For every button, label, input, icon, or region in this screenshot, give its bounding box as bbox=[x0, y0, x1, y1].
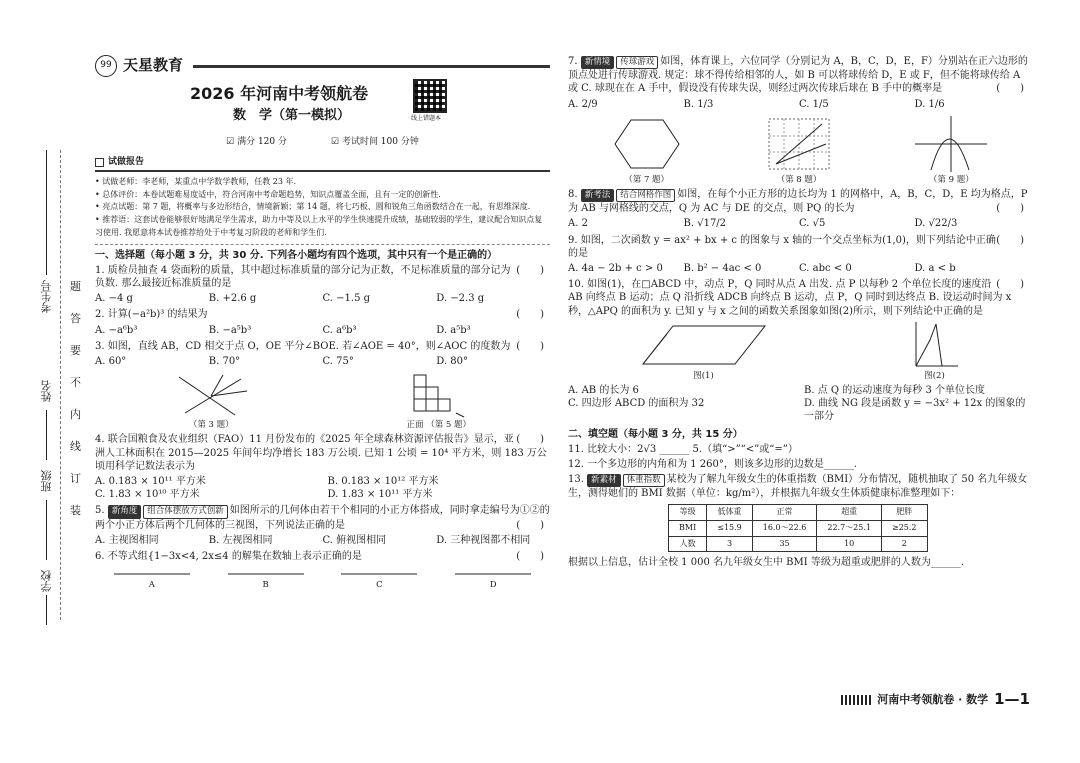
brand-logo: 99 bbox=[95, 55, 117, 77]
check-icon: ☑ 考试时间 100 分钟 bbox=[331, 137, 419, 147]
question-text: 如图所示的几何体由若干个相同的小正方体搭成，同时拿走编号为①②的两个小正方体后两个几何体的三视图，下列说法正确的是 bbox=[95, 505, 550, 531]
options-2 bbox=[95, 324, 550, 337]
cut-char: 装 bbox=[70, 504, 81, 517]
option[interactable]: B. 0.183 × 10¹² 平方米 bbox=[327, 476, 439, 488]
table-cell: 超重 bbox=[817, 505, 882, 521]
page-number: 1—1 bbox=[994, 690, 1030, 708]
report-body bbox=[95, 176, 550, 245]
option[interactable]: D. 三种视图都不相同 bbox=[436, 534, 531, 546]
question-10 bbox=[568, 278, 1030, 318]
cut-char: 答 bbox=[70, 312, 81, 325]
option[interactable]: C. a⁶b³ bbox=[322, 324, 357, 336]
figure-10-1 bbox=[639, 320, 769, 382]
figure-10-2 bbox=[910, 320, 960, 382]
cut-char: 内 bbox=[70, 408, 81, 421]
answer-paren[interactable]: ( ) bbox=[996, 83, 1024, 95]
candidate-no-line bbox=[46, 150, 47, 275]
cut-char: 题 bbox=[70, 280, 81, 293]
question-1 bbox=[95, 264, 550, 290]
question-7: 7. 新情境 传球游戏 如图，体育课上，六位同学（分别记为 A，B，C，D，E，F）分别站在正六边形的顶点处进行传球游戏. 规定：球不得传给相邻的人，如 B 可以将球传给 D，E 或 F，但不能将球传给 A 或 C. 球现在在 A 手中，假设没有传球失误，则经过两次传球后球在 B 手中的概率是 ( ) bbox=[568, 56, 1028, 95]
section-fill-heading: 二、填空题（每小题 3 分，共 15 分） bbox=[568, 428, 743, 440]
option[interactable]: A. 2 bbox=[568, 218, 588, 230]
figure-9 bbox=[911, 114, 991, 186]
figure-caption: （第 8 题） bbox=[776, 174, 822, 185]
answer-paren[interactable]: ( ) bbox=[516, 309, 544, 321]
table-cell: 2 bbox=[882, 536, 928, 552]
table-cell: 3 bbox=[707, 536, 753, 552]
question-13-tail[interactable]: 根据以上信息，估计全校 1 000 名九年级女生中 BMI 等级为超重或肥胖的人数为______. bbox=[568, 557, 965, 569]
qr-code-icon[interactable] bbox=[413, 79, 447, 113]
brand-bar bbox=[95, 55, 550, 77]
table-cell: 10 bbox=[817, 536, 882, 552]
question-11[interactable]: 11. 比较大小：2√3 ______ 5.（填“>”“<”或“=”） bbox=[568, 443, 798, 455]
number-line-icon bbox=[112, 565, 192, 579]
figure-3 bbox=[171, 371, 251, 431]
candidate-no-label: 考生号 bbox=[40, 280, 53, 313]
option[interactable]: C. abc < 0 bbox=[799, 262, 852, 274]
option[interactable]: A. −4 g bbox=[95, 293, 133, 305]
exam-time: 考试时间 100 分钟 bbox=[341, 137, 419, 147]
table-cell: 肥胖 bbox=[882, 505, 928, 521]
option[interactable]: D. 曲线 NG 段是函数 y = −3x² + 12x 的图象的一部分 bbox=[804, 398, 1026, 423]
option[interactable]: A. 2/9 bbox=[568, 98, 598, 110]
answer-paren[interactable]: ( ) bbox=[516, 340, 544, 352]
option[interactable]: A. AB 的长为 6 bbox=[568, 384, 639, 396]
option[interactable]: D. a < b bbox=[914, 262, 956, 274]
figure-caption: （第 3 题） bbox=[188, 420, 234, 431]
question-tag: 传球游戏 bbox=[616, 56, 658, 69]
answer-paren[interactable]: ( ) bbox=[996, 234, 1024, 246]
question-13: 13. 新素材 体重指数 某校为了解九年级女生的体重指数（BMI）分布情况，随机抽取了 50 名九年级女生，测得她们的 BMI 数据（单位：kg/m²），并根据九年级女生体质健康标准整理如下： bbox=[568, 474, 1028, 500]
option[interactable]: B. +2.6 g bbox=[208, 293, 257, 305]
option[interactable]: B. b² − 4ac < 0 bbox=[683, 262, 762, 274]
question-tag: 结合网格作图 bbox=[616, 189, 675, 202]
table-cell: 16.0～22.6 bbox=[752, 521, 817, 537]
name-label: 姓名 bbox=[40, 380, 53, 402]
options-5 bbox=[95, 534, 550, 547]
table-cell: 35 bbox=[752, 536, 817, 552]
options-8 bbox=[568, 217, 1030, 230]
option[interactable]: D. a⁵b³ bbox=[436, 324, 471, 336]
report-icon bbox=[95, 158, 104, 167]
figure-5 bbox=[404, 371, 474, 431]
report-title: 试做报告 bbox=[108, 156, 145, 167]
option[interactable]: C. 四边形 ABCD 的面积为 32 bbox=[568, 398, 705, 410]
question-9 bbox=[568, 234, 1030, 260]
option[interactable]: A. 0.183 × 10¹¹ 平方米 bbox=[95, 476, 206, 488]
answer-paren[interactable]: ( ) bbox=[516, 264, 544, 276]
function-graph-diagram bbox=[910, 320, 960, 370]
cut-char: 订 bbox=[70, 472, 81, 485]
table-cell: 低体重 bbox=[707, 505, 753, 521]
report-heading bbox=[95, 157, 550, 172]
options-7 bbox=[568, 98, 1030, 111]
answer-paren[interactable]: ( ) bbox=[996, 203, 1024, 215]
option[interactable]: C. −1.5 g bbox=[322, 293, 371, 305]
question-8: 8. 新考法 结合网格作图 如图，在每个小正方形的边长均为 1 的网格中，A，B，C，D，E 均为格点，P 为 AB 与网格线的交点，Q 为 AC 与 DE 的交点，则 PQ 的长为 ( ) bbox=[568, 189, 1028, 215]
cut-char: 线 bbox=[70, 440, 81, 453]
option[interactable]: C. √5 bbox=[799, 218, 826, 230]
option-letter: C bbox=[376, 580, 383, 591]
option[interactable]: A. 4a − 2b + c > 0 bbox=[568, 262, 663, 274]
number-line-icon bbox=[339, 565, 419, 579]
figure-caption: 图(1) bbox=[693, 370, 714, 381]
footer-text: 河南中考领航卷 · 数学 bbox=[877, 692, 989, 706]
report-line: • 亮点试题：第 7 题，将概率与多边形结合，情境新颖；第 14 题，将七巧板、圆和锐角三角函数结合在一起，有思维深度. bbox=[95, 202, 531, 212]
section-choice-heading: 一、选择题（每小题 3 分，共 30 分. 下列各小题均有四个选项，其中只有一个是正确的） bbox=[95, 249, 498, 261]
class-label: 班级 bbox=[40, 470, 53, 492]
answer-paren[interactable]: ( ) bbox=[516, 550, 544, 562]
page-footer bbox=[800, 690, 1030, 710]
options-4 bbox=[95, 475, 550, 501]
options-9 bbox=[568, 262, 1030, 275]
question-tag: 新素材 bbox=[587, 474, 621, 487]
option[interactable]: C. 1.83 × 10¹⁰ 平方米 bbox=[95, 489, 200, 501]
school-line bbox=[46, 595, 47, 625]
number-line-option[interactable] bbox=[209, 565, 323, 591]
report-line: • 推荐语：这套试卷能够很好地满足学生需求，助力中等及以上水平的学生快速提升成绩，基础较弱的学生，建议配合知识点复习使用. 我愿意将本试卷推荐给处于中考复习阶段的老师和学生们. bbox=[95, 215, 543, 237]
brand-underline bbox=[193, 65, 550, 68]
question-text: 6. 不等式组{1−3x<4, 2x≤4 的解集在数轴上表示正确的是 bbox=[95, 550, 362, 562]
option[interactable]: B. √17/2 bbox=[683, 218, 727, 230]
full-score: 满分 120 分 bbox=[237, 137, 287, 147]
title-block bbox=[95, 77, 550, 135]
option-letter: B bbox=[262, 580, 269, 591]
question-tag: 组合体摆放方式创新 bbox=[143, 505, 228, 518]
option-letter: D bbox=[489, 580, 497, 591]
figures-10 bbox=[568, 320, 1030, 382]
options-3 bbox=[95, 355, 550, 368]
question-tag: 体重指数 bbox=[623, 474, 665, 487]
paper-title: 2026 年河南中考领航卷 bbox=[190, 84, 369, 103]
question-2 bbox=[95, 308, 550, 321]
paper-subtitle: 数 学（第一模拟） bbox=[233, 108, 351, 123]
option[interactable]: A. 主视图相同 bbox=[95, 534, 159, 546]
answer-paren[interactable]: ( ) bbox=[516, 519, 544, 531]
exam-meta bbox=[95, 137, 550, 149]
cube-stack-diagram bbox=[404, 371, 474, 419]
check-icon: ☑ 满分 120 分 bbox=[226, 137, 287, 147]
question-3 bbox=[95, 340, 550, 353]
options-6 bbox=[95, 565, 550, 591]
question-text: 4. 联合国粮食及农业组织（FAO）11 月份发布的《2025 年全球森林资源评估报告》显示，亚洲人工林面积在 2015—2025 年间年均净增长 183 万公顷. 已知 1 公顷 = 10⁴ 平方米，则 183 万公顷用科学记数法表示为 bbox=[95, 434, 547, 472]
figure-8 bbox=[764, 114, 834, 186]
figures-7-9 bbox=[568, 114, 1030, 186]
figure-caption: （第 5 题） bbox=[426, 420, 472, 431]
option-letter: A bbox=[148, 580, 155, 591]
right-column bbox=[568, 55, 1030, 571]
figure-caption: （第 7 题） bbox=[624, 174, 670, 185]
question-text: 2. 计算(−a²b)³ 的结果为 bbox=[95, 309, 208, 321]
question-text: 1. 质检员抽查 4 袋面粉的质量，其中超过标准质量的部分记为正数，不足标准质量的部分记为负数. 那么最接近标准质量的是 bbox=[95, 264, 511, 290]
table-cell: 等级 bbox=[669, 505, 707, 521]
option[interactable]: D. √22/3 bbox=[914, 218, 958, 230]
number-line-icon bbox=[226, 565, 306, 579]
front-label: 正面 bbox=[406, 420, 424, 431]
option[interactable]: B. 点 Q 的运动速度为每秒 3 个单位长度 bbox=[804, 384, 985, 396]
table-row bbox=[669, 536, 928, 552]
brand-name: 天星教育 bbox=[123, 56, 184, 75]
number-line-option[interactable] bbox=[95, 565, 209, 591]
option[interactable]: B. −a⁵b³ bbox=[208, 324, 252, 336]
table-cell: 人数 bbox=[669, 536, 707, 552]
option[interactable]: D. 1/6 bbox=[914, 98, 945, 110]
question-text: 如图，在每个小正方形的边长均为 1 的网格中，A，B，C，D，E 均为格点，P 为 AB 与网格线的交点，Q 为 AC 与 DE 的交点，则 PQ 的长为 bbox=[568, 189, 1028, 215]
table-row bbox=[669, 505, 928, 521]
question-6 bbox=[95, 550, 550, 563]
figures-3-5 bbox=[95, 371, 550, 431]
table-cell: ≤15.9 bbox=[707, 521, 753, 537]
number-line-option[interactable] bbox=[436, 565, 550, 591]
report-line: • 试做老师：李老师，某重点中学数学教师，任教 23 年. bbox=[95, 176, 297, 186]
figure-caption: 图(2) bbox=[924, 370, 945, 381]
options-10 bbox=[568, 384, 1030, 424]
question-4 bbox=[95, 433, 550, 473]
option[interactable]: C. 75° bbox=[322, 356, 354, 368]
table-cell: 正常 bbox=[752, 505, 817, 521]
table-row bbox=[669, 521, 928, 537]
question-text: 如图，体育课上，六位同学（分别记为 A，B，C，D，E，F）分别站在正六边形的顶点处进行传球游戏. 规定：球不得传给相邻的人，如 B 可以将球传给 D，E 或 F，但不能将球传给 A 或 C. 球现在在 A 手中，假设没有传球失误，则经过两次传球后球在 B 手中的概率是 bbox=[568, 56, 1028, 95]
question-text: 9. 如图，二次函数 y = ax² + bx + c 的图象与 x 轴的一个交点坐标为(1,0)，则下列结论中正确的是 bbox=[568, 234, 996, 259]
option[interactable]: C. 俯视图相同 bbox=[322, 534, 387, 546]
option[interactable]: D. 80° bbox=[436, 356, 468, 368]
number-line-icon bbox=[453, 565, 533, 579]
parabola-diagram bbox=[911, 114, 991, 174]
hexagon-diagram bbox=[607, 114, 687, 174]
question-12[interactable]: 12. 一个多边形的内角和为 1 260°，则该多边形的边数是______. bbox=[568, 458, 858, 470]
option[interactable]: A. 60° bbox=[95, 356, 127, 368]
option[interactable]: D. −2.3 g bbox=[436, 293, 485, 305]
question-tag: 新情境 bbox=[581, 56, 615, 69]
table-cell: 22.7～25.1 bbox=[817, 521, 882, 537]
answer-paren[interactable]: ( ) bbox=[516, 434, 544, 446]
table-cell: ≥25.2 bbox=[882, 521, 928, 537]
question-text: 10. 如图(1)，在□ABCD 中，动点 P，Q 同时从点 A 出发. 点 P 以每秒 2 个单位长度的速度沿 AB 向终点 B 运动；点 Q 沿折线 ADCB 向终点 B 运动，点 P，Q 同时到达终点 B. 设运动时间为 x 秒，△APQ 的面积为 y. 已知 y 与 x 之间的函数关系图象如图(2)所示，则下列结论中正确的是 bbox=[568, 279, 1012, 317]
footer-logo-icon bbox=[841, 695, 871, 705]
grid-diagram bbox=[764, 114, 834, 174]
option[interactable]: B. 70° bbox=[208, 356, 241, 368]
qr-caption: 线上错题本 bbox=[411, 115, 442, 122]
name-line bbox=[46, 410, 47, 460]
question-text: 3. 如图，直线 AB，CD 相交于点 O，OE 平分∠BOE. 若∠AOE = 40°，则∠AOC 的度数为 bbox=[95, 340, 511, 352]
class-line bbox=[46, 500, 47, 560]
question-tag: 新角度 bbox=[108, 505, 142, 518]
options-1 bbox=[95, 292, 550, 305]
cut-char: 不 bbox=[70, 376, 81, 389]
school-label: 学校 bbox=[40, 570, 53, 592]
answer-paren[interactable]: ( ) bbox=[996, 279, 1024, 291]
report-line: • 总体评价：本卷试题难易度适中，符合河南中考命题趋势，知识点覆盖全面，且有一定的创新性. bbox=[95, 189, 441, 199]
figure-7 bbox=[607, 114, 687, 186]
intersecting-lines-diagram bbox=[171, 371, 251, 419]
question-5: 5. 新角度 组合体摆放方式创新 如图所示的几何体由若干个相同的小正方体搭成，同时拿走编号为①②的两个小正方体后两个几何体的三视图，下列说法正确的是 ( ) bbox=[95, 505, 550, 531]
question-text: 某校为了解九年级女生的体重指数（BMI）分布情况，随机抽取了 50 名九年级女生，测得她们的 BMI 数据（单位：kg/m²），并根据九年级女生体质健康标准整理如下： bbox=[568, 474, 1028, 500]
option[interactable]: D. 1.83 × 10¹¹ 平方米 bbox=[327, 489, 433, 501]
option[interactable]: C. 1/5 bbox=[799, 98, 829, 110]
left-column bbox=[95, 55, 550, 594]
option[interactable]: B. 左视图相同 bbox=[208, 534, 273, 546]
cut-char: 要 bbox=[70, 344, 81, 357]
binding-dashed-line bbox=[60, 150, 61, 620]
option[interactable]: A. −a⁶b³ bbox=[95, 324, 138, 336]
table-cell: BMI bbox=[669, 521, 707, 537]
bmi-table bbox=[668, 504, 928, 552]
number-line-option[interactable] bbox=[323, 565, 437, 591]
parallelogram-diagram bbox=[639, 320, 769, 370]
question-tag: 新考法 bbox=[581, 189, 615, 202]
option[interactable]: B. 1/3 bbox=[683, 98, 714, 110]
figure-caption: （第 9 题） bbox=[928, 174, 974, 185]
